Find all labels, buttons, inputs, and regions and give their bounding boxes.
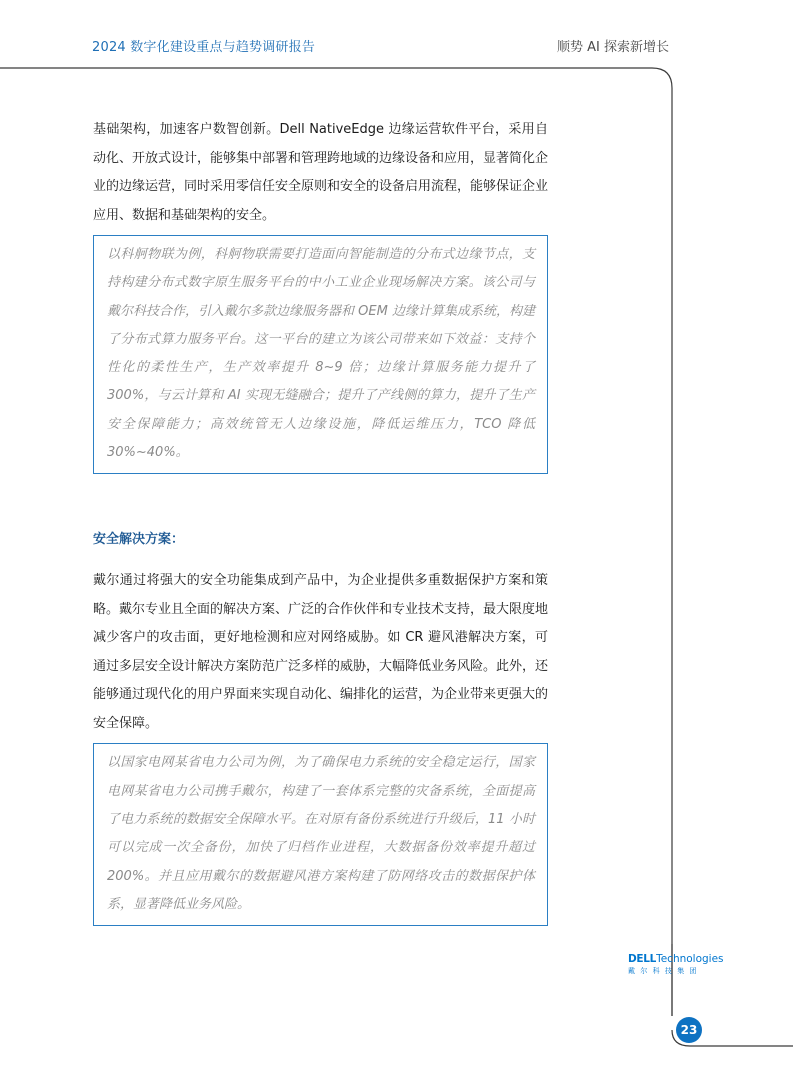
case-study-text: 以科舸物联为例，科舸物联需要打造面向智能制造的分布式边缘节点，支持构建分布式数字原生服务平台的中小工业企业现场解决方案。该公司与戴尔科技合作，引入戴尔多款边缘服务器和 OEM 边缘计算集成系统，构建了分布式算力服务平台。这一平台的建立为该公司带来如下效益：支持个性化的柔性生产，生产效率提升 8~9 倍；边缘计算服务能力提升了 300%，与云计算和 AI 实现无缝融合；提升了产线侧的算力，提升了生产安全保障能力；高效统管无人边缘设施，降低运维压力，TCO 降低 30%~40%。 [107,247,535,461]
intro-paragraph: 基础架构，加速客户数智创新。Dell NativeEdge 边缘运营软件平台，采用自动化、开放式设计，能够集中部署和管理跨地域的边缘设备和应用，显著简化企业的边缘运营，同时采用零信任安全原则和安全的设备启用流程，能够保证企业应用、数据和基础架构的安全。 [93,122,549,223]
security-paragraph: 戴尔通过将强大的安全功能集成到产品中，为企业提供多重数据保护方案和策略。戴尔专业且全面的解决方案、广泛的合作伙伴和专业技术支持，最大限度地减少客户的攻击面，更好地检测和应对网络威胁。如 CR 避风港解决方案，可通过多层安全设计解决方案防范广泛多样的威胁，大幅降低业务风险。此外，还能够通过现代化的用户界面来实现自动化、编排化的运营，为企业带来更强大的安全保障。 [93,573,549,731]
logo-wordmark [628,953,724,965]
section-title: 安全解决方案： [93,532,185,548]
report-tagline: 顺势 AI 探索新增长 [557,40,669,55]
logo-chinese: 戴尔科技集团 [628,967,702,975]
dell-technologies-logo [628,953,724,976]
page-number: 23 [676,1017,702,1043]
case-study-text-2: 以国家电网某省电力公司为例，为了确保电力系统的安全稳定运行，国家电网某省电力公司携手戴尔，构建了一套体系完整的灾备系统，全面提高了电力系统的数据安全保障水平。在对原有备份系统进行升级后，11 小时可以完成一次全备份，加快了归档作业进程，大数据备份效率提升超过 200%。并且应用戴尔的数据避风港方案构建了防网络攻击的数据保护体系，显著降低业务风险。 [107,755,535,912]
logo-brand: DELL [628,953,657,965]
main-content [93,116,548,926]
case-study-box-2 [93,743,548,926]
report-title: 2024 数字化建设重点与趋势调研报告 [92,40,316,55]
case-study-box [93,235,548,474]
logo-suffix: Technologies [656,953,724,965]
